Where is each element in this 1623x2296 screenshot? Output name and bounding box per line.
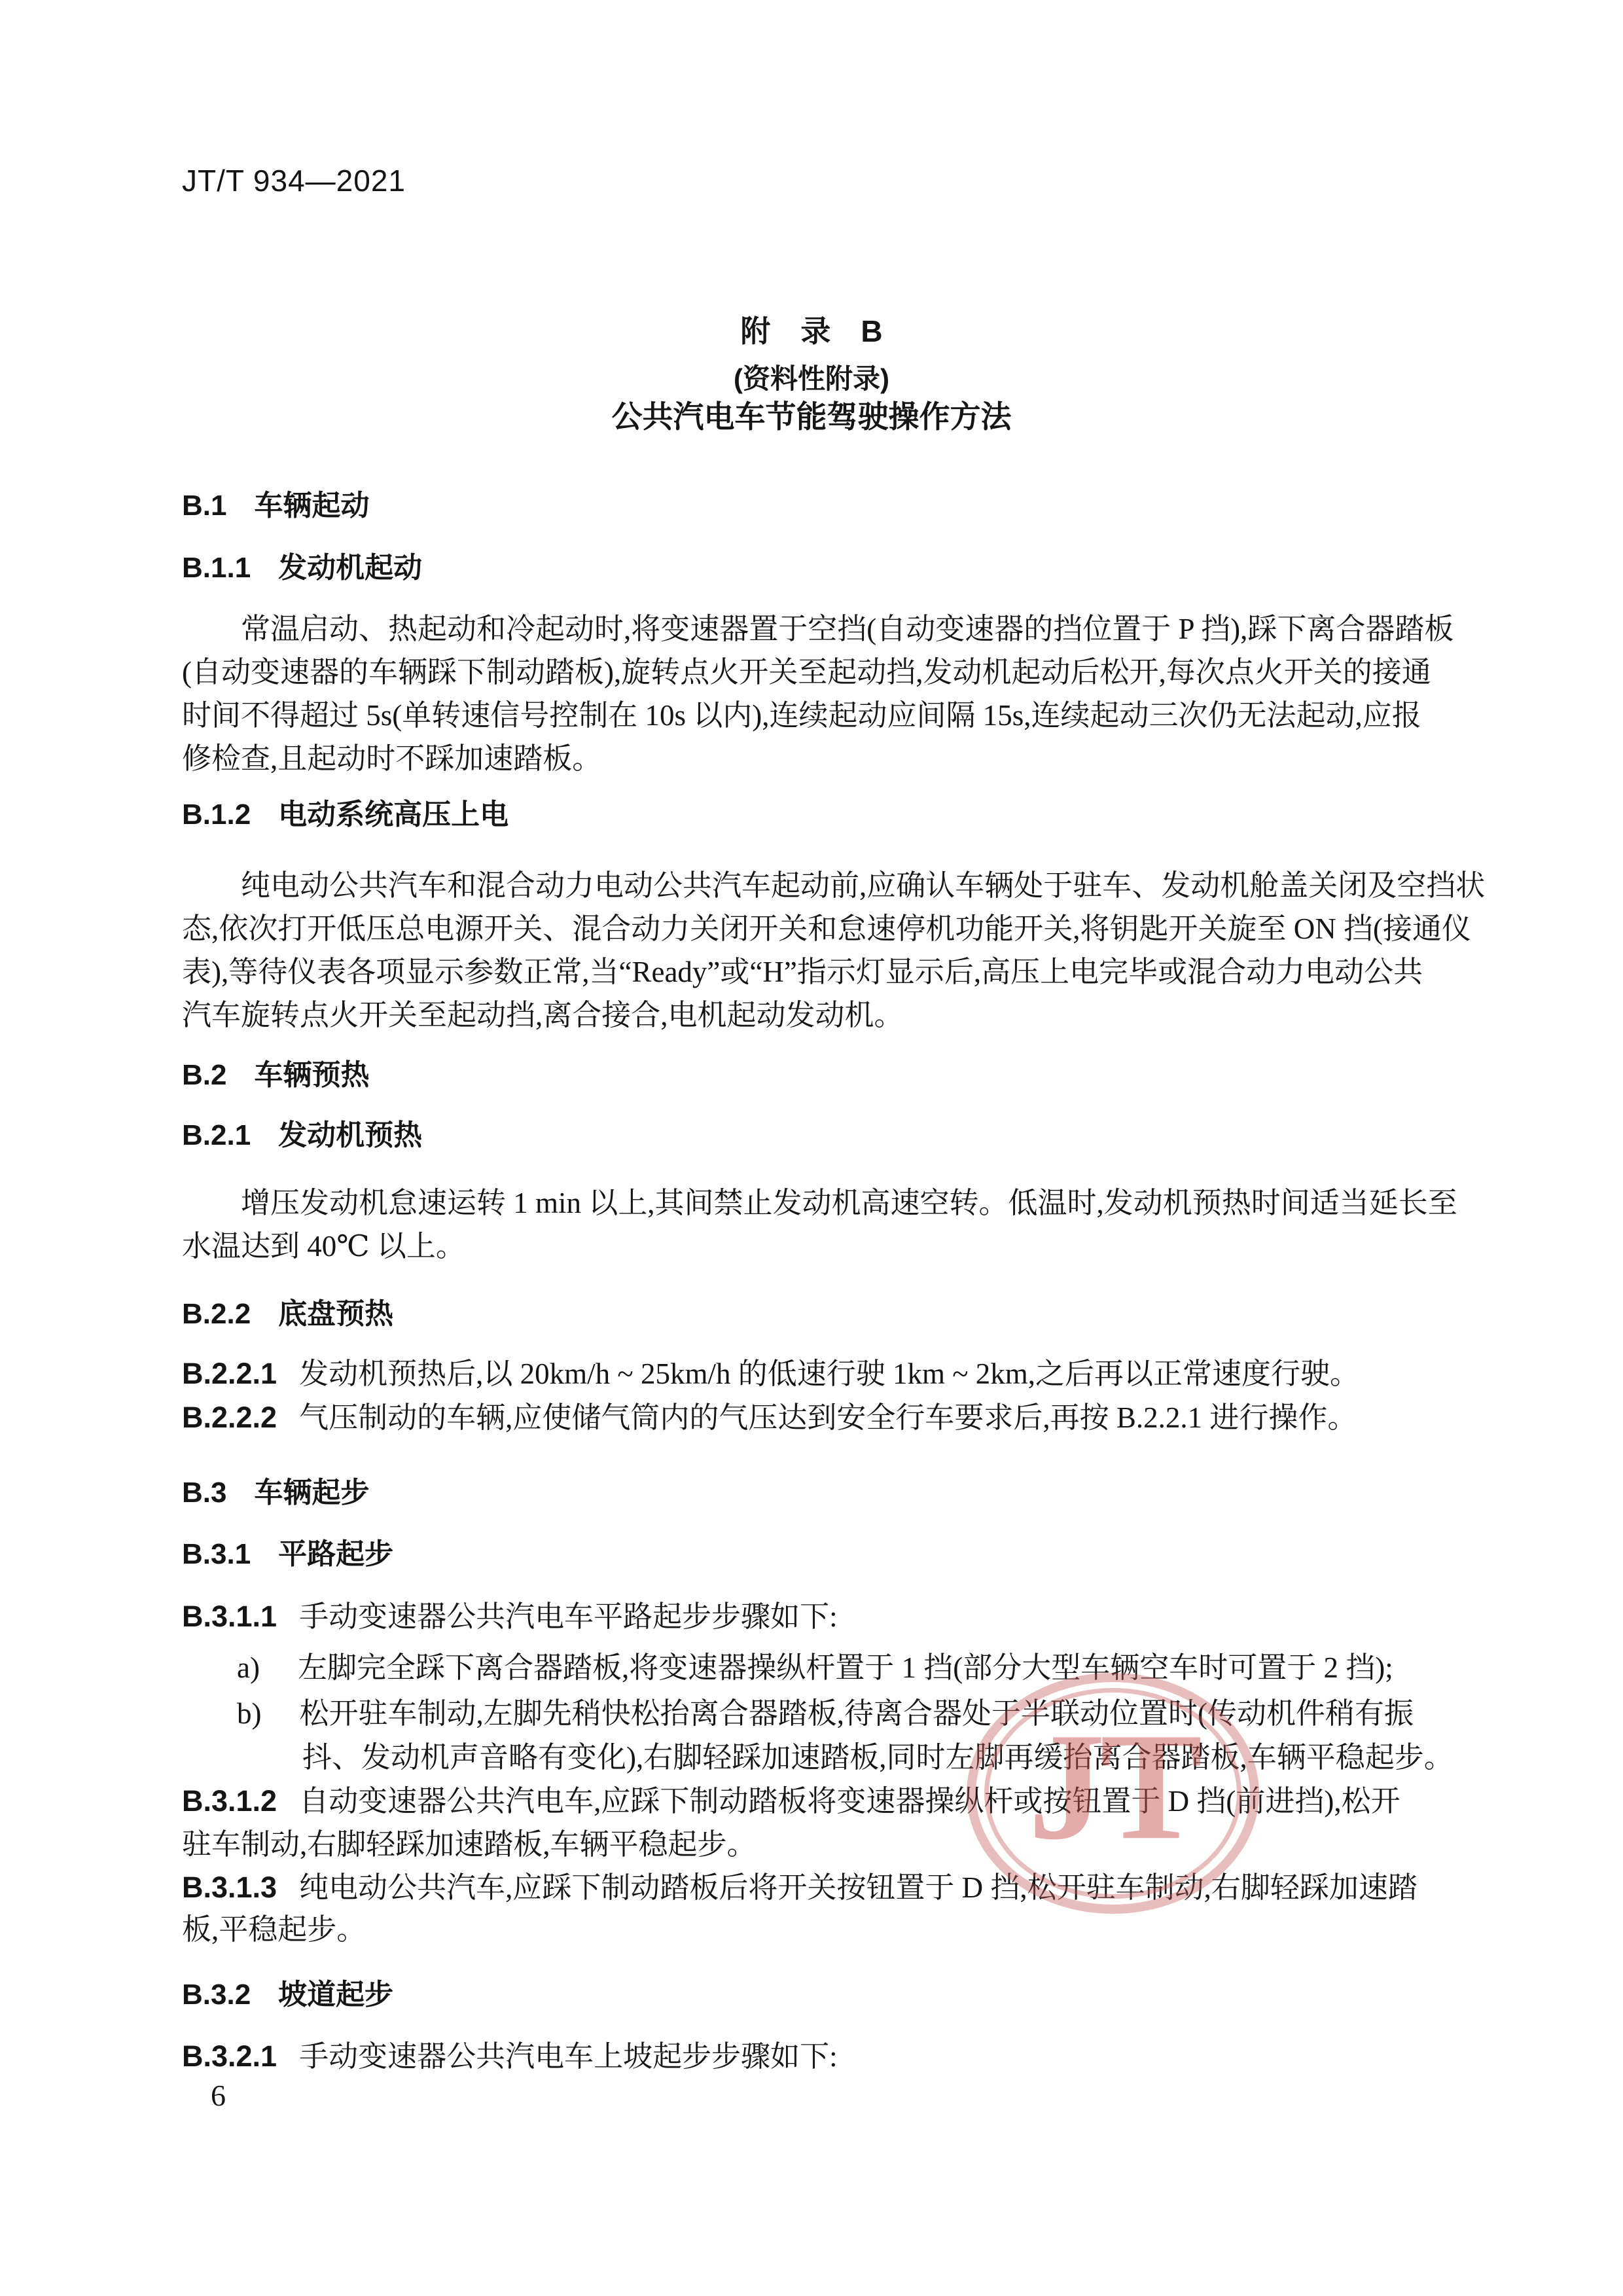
numbered-paragraph — [182, 1601, 838, 1632]
section-number: B.3.1 — [182, 1538, 251, 1570]
clause-text: 发动机预热后,以 20km/h ~ 25km/h 的低速行驶 1km ~ 2km,之后再以正常速度行驶。 — [299, 1357, 1360, 1390]
section-title: 发动机起动 — [278, 552, 423, 584]
section-number: B.1.1 — [182, 552, 251, 584]
body-line: 板,平稳起步。 — [182, 1913, 366, 1946]
clause-text: 手动变速器公共汽电车上坡起步步骤如下: — [299, 2040, 838, 2073]
section-number: B.1 — [182, 490, 227, 522]
section-title: 电动系统高压上电 — [278, 798, 509, 831]
clause-number: B.3.2.1 — [182, 2039, 277, 2073]
clause-text: 气压制动的车辆,应使储气筒内的气压达到安全行车要求后,再按 B.2.2.1 进行操作。 — [299, 1401, 1357, 1434]
appendix-label: 附 录 B — [740, 314, 883, 348]
section-number: B.2.2 — [182, 1298, 251, 1330]
body-line: 表),等待仪表各项显示参数正常,当“Ready”或“H”指示灯显示后,高压上电完毕或混合动力电动公共 — [182, 956, 1423, 988]
section-title: 车辆预热 — [254, 1059, 370, 1091]
numbered-paragraph — [182, 1872, 1418, 1903]
list-item-b — [237, 1698, 1414, 1729]
section-heading-b12 — [182, 800, 508, 830]
body-line: 修检查,且起动时不踩加速踏板。 — [182, 742, 602, 775]
section-heading-b22 — [182, 1299, 393, 1329]
body-line: 水温达到 40℃ 以上。 — [182, 1230, 465, 1263]
list-marker: a) — [237, 1651, 260, 1684]
body-line: 态,依次打开低压总电源开关、混合动力关闭开关和怠速停机功能开关,将钥匙开关旋至 ON 挡(接通仪 — [182, 912, 1471, 945]
numbered-paragraph — [182, 1785, 1400, 1817]
clause-text: 纯电动公共汽车,应踩下制动踏板后将开关按钮置于 D 挡,松开驻车制动,右脚轻踩加速踏 — [299, 1871, 1418, 1904]
section-title: 发动机预热 — [278, 1119, 423, 1151]
section-number: B.2 — [182, 1059, 227, 1091]
clause-number: B.2.2.1 — [182, 1357, 277, 1390]
list-marker: b) — [237, 1697, 262, 1730]
appendix-title: 公共汽电车节能驾驶操作方法 — [611, 399, 1012, 434]
body-line: 抖、发动机声音略有变化),右脚轻踩加速踏板,同时左脚再缓抬离合器踏板,车辆平稳起步。 — [302, 1741, 1454, 1774]
section-number: B.2.1 — [182, 1119, 251, 1151]
standard-number: JT/T 934—2021 — [182, 164, 406, 198]
body-line: 汽车旋转点火开关至起动挡,离合接合,电机起动发动机。 — [182, 999, 904, 1031]
appendix-note: (资料性附录) — [734, 363, 889, 394]
body-line: 驻车制动,右脚轻踩加速踏板,车辆平稳起步。 — [182, 1828, 757, 1861]
body-line: 时间不得超过 5s(单转速信号控制在 10s 以内),连续起动应间隔 15s,连续起动三次仍无法起动,应报 — [182, 699, 1421, 732]
section-title: 底盘预热 — [278, 1298, 394, 1330]
clause-number: B.3.1.2 — [182, 1784, 277, 1818]
clause-text: 自动变速器公共汽电车,应踩下制动踏板将变速器操纵杆或按钮置于 D 挡(前进挡),松开 — [299, 1785, 1400, 1818]
list-text: 松开驻车制动,左脚先稍快松抬离合器踏板,待离合器处于半联动位置时(传动机件稍有振 — [299, 1697, 1414, 1730]
section-number: B.3.2 — [182, 1979, 251, 2011]
clause-number: B.3.1.3 — [182, 1871, 277, 1904]
section-heading-b11 — [182, 553, 422, 583]
section-title: 平路起步 — [278, 1538, 394, 1570]
body-line: 常温启动、热起动和冷起动时,将变速器置于空挡(自动变速器的挡位置于 P 挡),踩下离合器踏板 — [241, 613, 1454, 645]
body-line: (自动变速器的车辆踩下制动踏板),旋转点火开关至起动挡,发动机起动后松开,每次点火开关的接通 — [182, 656, 1431, 689]
section-title: 坡道起步 — [278, 1979, 394, 2011]
list-item-a — [237, 1653, 1393, 1683]
numbered-paragraph — [182, 2041, 838, 2072]
numbered-paragraph — [182, 1358, 1359, 1390]
numbered-paragraph — [182, 1402, 1357, 1433]
section-heading-b21 — [182, 1121, 422, 1151]
section-heading-b32 — [182, 1980, 393, 2010]
section-title: 车辆起动 — [254, 490, 370, 522]
stamp-letters: JT — [1028, 1701, 1198, 1872]
clause-number: B.2.2.2 — [182, 1401, 277, 1434]
clause-text: 手动变速器公共汽电车平路起步步骤如下: — [299, 1600, 838, 1633]
section-heading-b31 — [182, 1539, 393, 1570]
body-line: 纯电动公共汽车和混合动力电动公共汽车起动前,应确认车辆处于驻车、发动机舱盖关闭及空挡状 — [241, 869, 1486, 902]
section-heading-b2 — [182, 1060, 369, 1090]
body-line: 增压发动机怠速运转 1 min 以上,其间禁止发动机高速空转。低温时,发动机预热时间适当延长至 — [241, 1187, 1457, 1219]
section-title: 车辆起步 — [254, 1477, 370, 1509]
section-number: B.3 — [182, 1477, 227, 1509]
clause-number: B.3.1.1 — [182, 1600, 277, 1633]
page-number: 6 — [211, 2079, 226, 2112]
section-heading-b1 — [182, 491, 369, 521]
list-text: 左脚完全踩下离合器踏板,将变速器操纵杆置于 1 挡(部分大型车辆空车时可置于 2 挡); — [297, 1651, 1393, 1684]
section-number: B.1.2 — [182, 798, 251, 831]
section-heading-b3 — [182, 1478, 369, 1508]
